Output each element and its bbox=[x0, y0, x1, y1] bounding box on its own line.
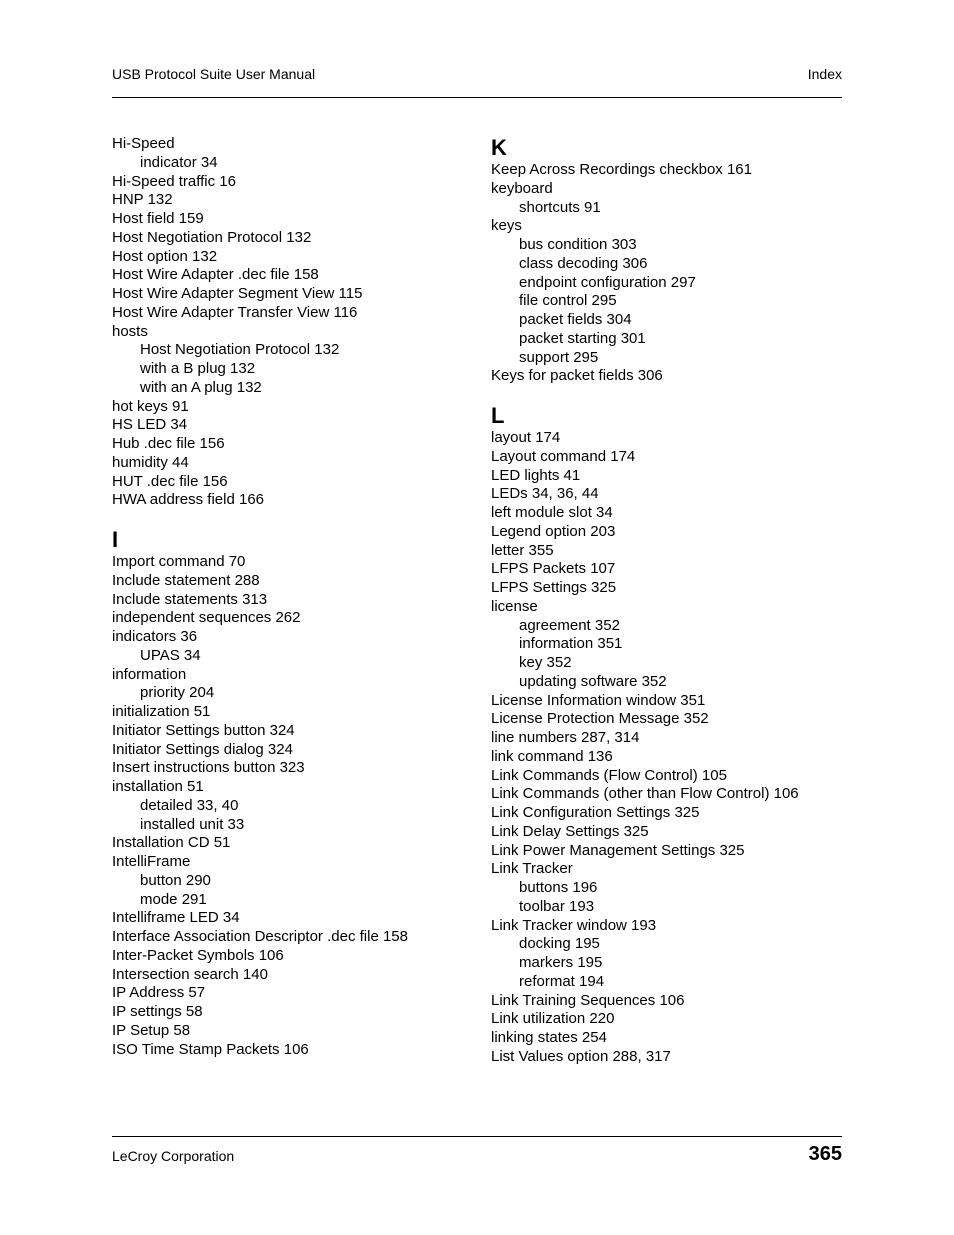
index-letter-heading: I bbox=[112, 527, 119, 552]
index-letter-heading: L bbox=[491, 403, 505, 428]
index-entry: LFPS Packets 107 bbox=[491, 560, 616, 578]
index-entry: Hub .dec file 156 bbox=[112, 435, 225, 452]
index-entry: layout 174 bbox=[491, 429, 561, 446]
index-entry: Link Tracker window 193 bbox=[491, 916, 657, 934]
index-subentry: file control 295 bbox=[519, 292, 617, 310]
index-subentry: detailed 33, 40 bbox=[140, 796, 239, 814]
index-subentry: docking 195 bbox=[519, 935, 600, 953]
index-subentry: indicator 34 bbox=[140, 153, 218, 171]
index-entry: ISO Time Stamp Packets 106 bbox=[112, 1040, 309, 1058]
running-header-section: Index bbox=[807, 66, 842, 82]
index-subentry: class decoding 306 bbox=[519, 254, 648, 272]
index-entry: HNP 132 bbox=[112, 191, 173, 209]
index-subentry: bus condition 303 bbox=[519, 236, 637, 253]
index-subentry: reformat 194 bbox=[519, 972, 605, 990]
index-entry: IP Address 57 bbox=[112, 984, 206, 1002]
index-subentry: with a B plug 132 bbox=[140, 360, 256, 377]
index-entry: HWA address field 166 bbox=[112, 491, 265, 509]
index-entry: indicators 36 bbox=[112, 628, 198, 645]
index-entry: Link Tracker bbox=[491, 860, 573, 878]
index-entry: linking states 254 bbox=[491, 1029, 607, 1046]
index-subentry: information 351 bbox=[519, 635, 623, 653]
index-entry: independent sequences 262 bbox=[112, 609, 301, 627]
index-entry: Link Commands (Flow Control) 105 bbox=[491, 766, 727, 784]
index-entry: Initiator Settings dialog 324 bbox=[112, 740, 293, 758]
index-entry: Include statement 288 bbox=[112, 571, 260, 589]
index-subentry: markers 195 bbox=[519, 954, 603, 971]
index-entry: Hi-Speed bbox=[112, 135, 175, 152]
index-entry: List Values option 288, 317 bbox=[491, 1047, 671, 1065]
index-entry: HS LED 34 bbox=[112, 416, 188, 434]
index-subentry: key 352 bbox=[519, 654, 572, 671]
index-entry: left module slot 34 bbox=[491, 504, 613, 521]
section-gap bbox=[491, 386, 851, 403]
index-subentry: shortcuts 91 bbox=[519, 198, 601, 216]
index-entry: Legend option 203 bbox=[491, 522, 616, 540]
index-subentry: endpoint configuration 297 bbox=[519, 273, 696, 291]
index-entry: Include statements 313 bbox=[112, 590, 268, 608]
index-entry: License Protection Message 352 bbox=[491, 710, 709, 728]
index-entry: Link Delay Settings 325 bbox=[491, 822, 649, 840]
index-entry: hosts bbox=[112, 322, 148, 340]
index-subentry: support 295 bbox=[519, 348, 599, 366]
index-entry: Host option 132 bbox=[112, 247, 218, 265]
index-entry: LED lights 41 bbox=[491, 466, 581, 484]
section-gap bbox=[112, 510, 472, 527]
index-entry: LEDs 34, 36, 44 bbox=[491, 485, 599, 503]
footer-company: LeCroy Corporation bbox=[112, 1148, 235, 1164]
index-entry: Keep Across Recordings checkbox 161 bbox=[491, 161, 752, 178]
index-entry: Import command 70 bbox=[112, 553, 246, 570]
index-letter-heading: K bbox=[491, 135, 507, 160]
index-subentry: packet starting 301 bbox=[519, 329, 646, 347]
index-subentry: updating software 352 bbox=[519, 672, 667, 690]
index-column-left bbox=[112, 135, 472, 1059]
index-entry: Layout command 174 bbox=[491, 447, 636, 465]
index-entry: Link Commands (other than Flow Control) 106 bbox=[491, 785, 799, 803]
index-entry: Interface Association Descriptor .dec file 158 bbox=[112, 928, 408, 945]
index-entry: Hi-Speed traffic 16 bbox=[112, 172, 236, 190]
index-entry: Host Wire Adapter Transfer View 116 bbox=[112, 303, 358, 321]
index-entry: Inter-Packet Symbols 106 bbox=[112, 946, 284, 964]
index-subentry: packet fields 304 bbox=[519, 311, 632, 328]
index-subentry: agreement 352 bbox=[519, 616, 620, 634]
index-entry: initialization 51 bbox=[112, 703, 211, 720]
index-entry: Host Negotiation Protocol 132 bbox=[112, 228, 312, 246]
index-entry: IP Setup 58 bbox=[112, 1021, 191, 1039]
index-entry: installation 51 bbox=[112, 778, 204, 795]
index-entry: license bbox=[491, 597, 538, 615]
index-column-right bbox=[491, 135, 851, 1067]
index-entry: Installation CD 51 bbox=[112, 834, 231, 852]
index-subentry: priority 204 bbox=[140, 684, 215, 702]
index-entry: Keys for packet fields 306 bbox=[491, 367, 663, 385]
index-entry: information bbox=[112, 665, 187, 683]
index-entry: hot keys 91 bbox=[112, 397, 189, 415]
index-entry: Intersection search 140 bbox=[112, 965, 268, 983]
index-subentry: toolbar 193 bbox=[519, 897, 595, 915]
index-subentry: UPAS 34 bbox=[140, 646, 201, 664]
footer-rule bbox=[112, 1136, 842, 1137]
index-subentry: Host Negotiation Protocol 132 bbox=[140, 341, 340, 359]
index-entry: keyboard bbox=[491, 179, 553, 197]
index-entry: LFPS Settings 325 bbox=[491, 579, 617, 596]
index-entry: Link Power Management Settings 325 bbox=[491, 841, 745, 859]
header-rule bbox=[112, 97, 842, 98]
running-header-title: USB Protocol Suite User Manual bbox=[112, 66, 316, 82]
index-entry: IntelliFrame bbox=[112, 853, 191, 870]
index-entry: link command 136 bbox=[491, 747, 613, 765]
index-entry: Insert instructions button 323 bbox=[112, 759, 305, 777]
index-entry: line numbers 287, 314 bbox=[491, 729, 640, 746]
index-entry: Host Wire Adapter Segment View 115 bbox=[112, 285, 363, 302]
index-entry: Host field 159 bbox=[112, 210, 204, 227]
index-entry: HUT .dec file 156 bbox=[112, 472, 228, 490]
index-entry: IP settings 58 bbox=[112, 1003, 203, 1020]
index-subentry: mode 291 bbox=[140, 890, 207, 908]
index-subentry: buttons 196 bbox=[519, 879, 598, 896]
index-subentry: installed unit 33 bbox=[140, 815, 245, 833]
index-entry: Link utilization 220 bbox=[491, 1010, 615, 1028]
page-number: 365 bbox=[808, 1143, 842, 1165]
index-entry: Link Training Sequences 106 bbox=[491, 991, 685, 1009]
index-entry: humidity 44 bbox=[112, 453, 189, 471]
index-subentry: button 290 bbox=[140, 871, 211, 889]
index-entry: Host Wire Adapter .dec file 158 bbox=[112, 266, 319, 284]
index-entry: Initiator Settings button 324 bbox=[112, 721, 295, 739]
index-entry: Link Configuration Settings 325 bbox=[491, 804, 700, 821]
index-entry: keys bbox=[491, 217, 522, 235]
index-entry: License Information window 351 bbox=[491, 691, 706, 709]
index-entry: letter 355 bbox=[491, 541, 554, 559]
index-subentry: with an A plug 132 bbox=[140, 378, 262, 396]
index-entry: Intelliframe LED 34 bbox=[112, 909, 240, 927]
